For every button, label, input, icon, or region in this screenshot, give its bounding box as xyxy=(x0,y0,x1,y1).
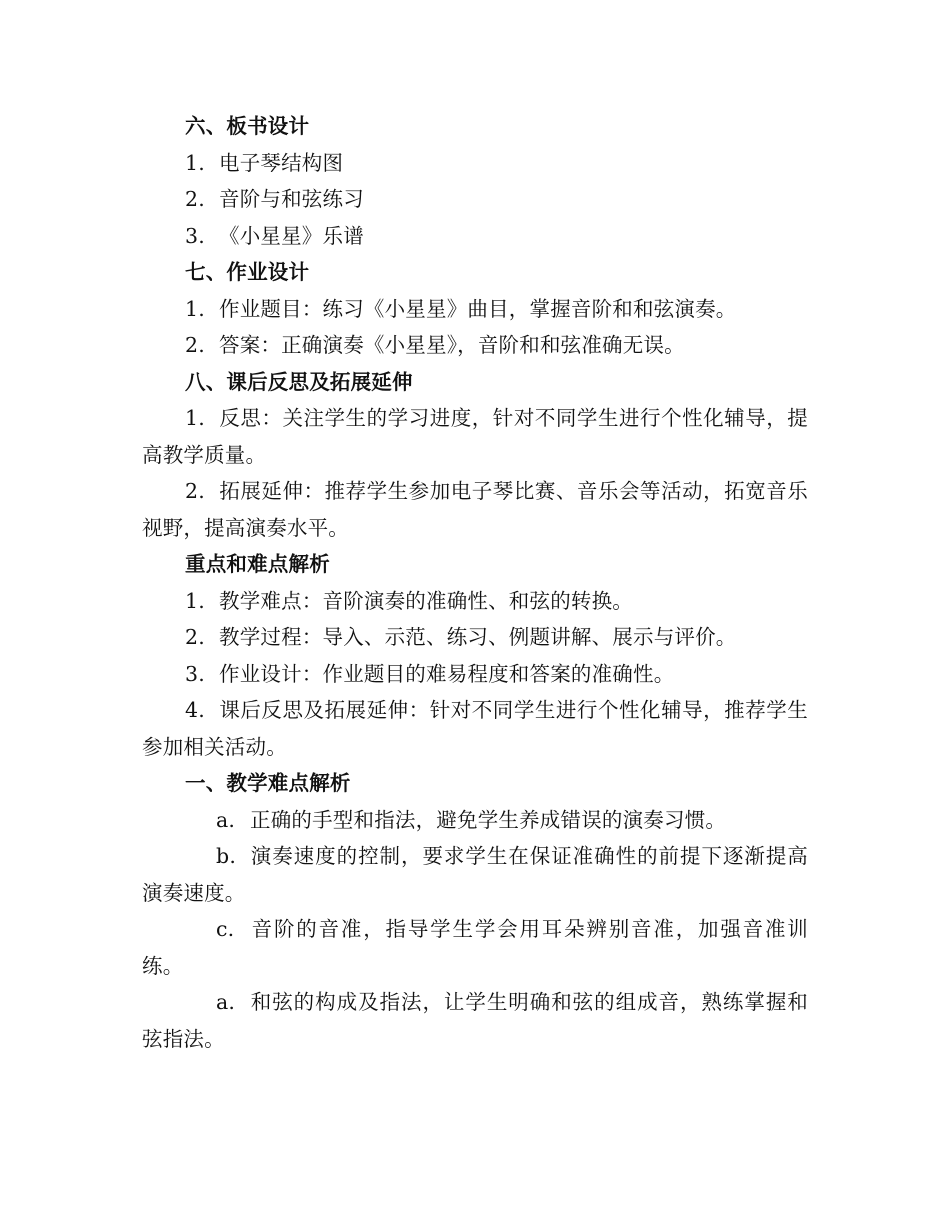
item-text: 电子琴结构图 xyxy=(219,150,344,175)
item-text: 音阶的音准，指导学生学会用耳朵辨别音准，加强音准训练。 xyxy=(142,917,808,978)
list-item xyxy=(142,583,808,620)
list-item xyxy=(142,473,808,546)
list-item xyxy=(142,291,808,328)
document-page xyxy=(142,108,808,1057)
item-text: 教学难点：音阶演奏的准确性、和弦的转换。 xyxy=(219,588,633,613)
section-heading-board-design: 六、板书设计 xyxy=(185,114,310,138)
item-number: 2. xyxy=(185,333,205,357)
item-text: 和弦的构成及指法，让学生明确和弦的组成音，熟练掌握和弦指法。 xyxy=(142,990,808,1051)
section-heading-keypoints: 重点和难点解析 xyxy=(185,552,330,576)
item-number: 2. xyxy=(185,187,205,211)
item-number: 1. xyxy=(185,406,205,430)
item-text: 正确的手型和指法，避免学生养成错误的演奏习惯。 xyxy=(250,807,727,832)
item-number: 4. xyxy=(185,698,205,722)
item-text: 《小星星》乐谱 xyxy=(219,223,364,248)
item-text: 反思：关注学生的学习进度，针对不同学生进行个性化辅导，提高教学质量。 xyxy=(142,406,808,467)
item-text: 音阶与和弦练习 xyxy=(219,187,364,211)
item-letter: a. xyxy=(216,990,236,1014)
item-number: 3. xyxy=(185,223,205,248)
list-item xyxy=(142,218,808,255)
list-item xyxy=(142,802,808,839)
item-number: 1. xyxy=(185,588,205,613)
list-item xyxy=(142,838,808,911)
section-heading-reflection: 八、课后反思及拓展延伸 xyxy=(185,369,413,394)
item-text: 作业设计：作业题目的难易程度和答案的准确性。 xyxy=(219,661,675,686)
list-item xyxy=(142,911,808,984)
item-letter: a. xyxy=(216,807,236,832)
list-item xyxy=(142,327,808,364)
item-letter: b. xyxy=(216,844,237,868)
item-number: 1. xyxy=(185,150,205,175)
list-item xyxy=(142,181,808,218)
item-text: 课后反思及拓展延伸：针对不同学生进行个性化辅导，推荐学生参加相关活动。 xyxy=(142,698,808,759)
item-text: 教学过程：导入、示范、练习、例题讲解、展示与评价。 xyxy=(219,625,737,649)
list-item xyxy=(142,400,808,473)
section-heading-difficulty: 一、教学难点解析 xyxy=(185,771,351,795)
item-number: 2. xyxy=(185,479,205,503)
list-item xyxy=(142,656,808,693)
item-text: 演奏速度的控制，要求学生在保证准确性的前提下逐渐提高演奏速度。 xyxy=(142,844,808,905)
list-item xyxy=(142,692,808,765)
section-heading-homework: 七、作业设计 xyxy=(185,260,310,284)
list-item xyxy=(142,619,808,656)
item-text: 答案：正确演奏《小星星》，音阶和和弦准确无误。 xyxy=(219,333,685,357)
item-number: 1. xyxy=(185,296,205,321)
item-letter: c. xyxy=(216,917,235,941)
item-text: 拓展延伸：推荐学生参加电子琴比赛、音乐会等活动，拓宽音乐视野，提高演奏水平。 xyxy=(142,479,808,540)
item-number: 3. xyxy=(185,661,205,686)
list-item xyxy=(142,984,808,1057)
item-number: 2. xyxy=(185,625,205,649)
list-item xyxy=(142,145,808,182)
item-text: 作业题目：练习《小星星》曲目，掌握音阶和和弦演奏。 xyxy=(219,296,737,321)
